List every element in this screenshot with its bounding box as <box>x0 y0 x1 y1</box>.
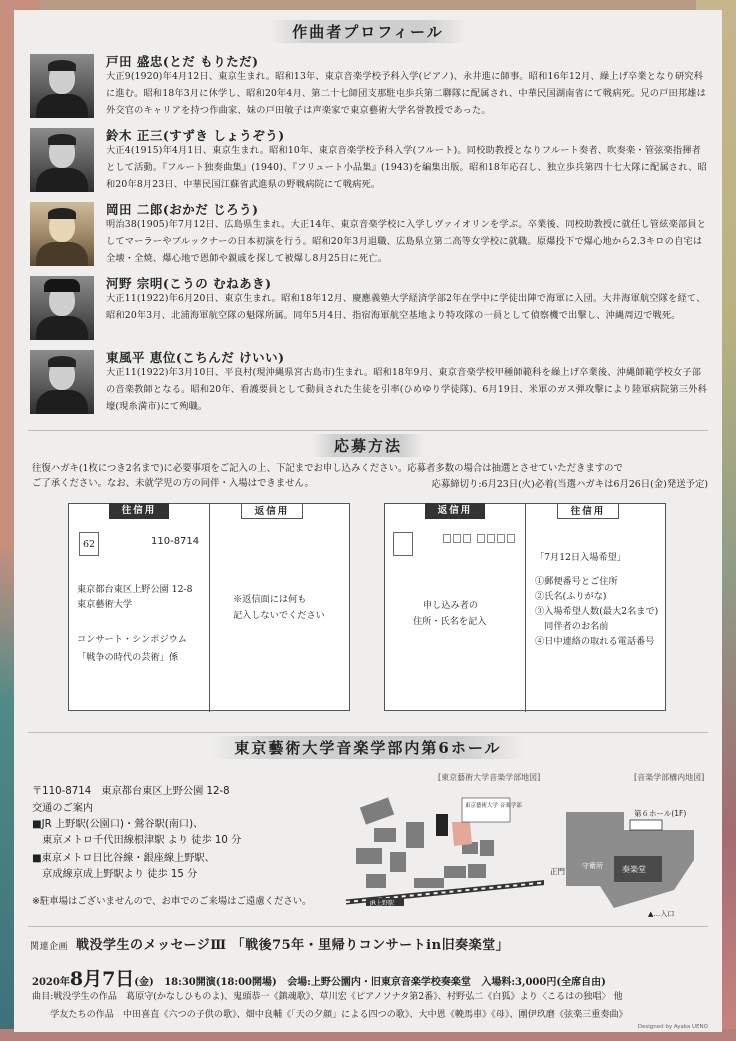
campus-area-map <box>344 782 550 922</box>
access-line: 東京メトロ千代田線根津駅 より 徒歩 10 分 <box>32 835 242 846</box>
required-item: ④日中連絡の取れる電話番号 <box>535 636 655 647</box>
related-event-title: 関連企画 戦没学生のメッセージⅢ 「戦後75年・里帰りコンサートin旧奏楽堂」 <box>30 938 510 953</box>
postcard-example-1 <box>68 503 350 711</box>
map2-gate: 正門 <box>550 867 565 876</box>
reply-tag: 返信用 <box>425 503 485 519</box>
map2-label: [音楽学部構内地図] <box>634 773 705 782</box>
section-divider <box>28 732 708 733</box>
composer-profile <box>30 128 710 198</box>
related-event-info: 2020年8月7日(金) 18:30開演(18:00開場) 会場:上野公園内・旧東京音楽学校奏楽堂 入場料:3,000円(全席自由) <box>32 968 606 990</box>
section-divider <box>28 430 708 431</box>
composer-profile <box>30 202 710 272</box>
map2-hall: 第６ホール(1F) <box>634 809 687 818</box>
parking-note: ※駐車場はございませんので、お車でのご来場はご遠慮ください。 <box>32 896 312 907</box>
postcard-example-2 <box>384 503 666 711</box>
composer-photo <box>30 54 94 118</box>
access-line: ■東京メトロ日比谷線・銀座線上野駅、 <box>32 853 215 864</box>
deadline-text: 応募締切り:6月23日(火)必着(当選ハガキは6月26日(金)発送予定) <box>431 479 708 490</box>
composer-name: 河野 宗明(こうの むねあき) <box>106 276 272 291</box>
map2-guard: 守衛所 <box>582 862 603 870</box>
composer-bio: 大正11(1922)年6月20日、東京生まれ。昭和18年12月、慶應義塾大学経済学部2年在学中に学徒出陣で海軍に入団。大井海軍航空隊を経て、昭和20年3月、北浦海軍航空隊の魁隊所属。同年5月4日、指宿海軍航空基地より特攻隊の一員として偵察機で出撃し、沖縄周辺で戦死。 <box>106 293 706 321</box>
reply-instruction: 申し込み者の <box>423 600 479 611</box>
reply-note: 記入しないでください <box>233 610 325 621</box>
flyer-sheet <box>14 10 722 1032</box>
composer-profile <box>30 54 710 124</box>
apply-section-title: 応募方法 <box>14 434 722 457</box>
composer-profile <box>30 350 710 420</box>
required-item: ②氏名(ふりがな) <box>535 591 607 602</box>
department-line: コンサート・シンポジウム <box>77 634 187 645</box>
zip-code: 110-8714 <box>151 536 200 547</box>
access-line: ■JR 上野駅(公園口)・鶯谷駅(南口)、 <box>32 819 204 830</box>
composer-name: 鈴木 正三(すずき しょうぞう) <box>106 128 285 143</box>
access-title: 交通のご案内 <box>32 803 94 814</box>
venue-address: 〒110-8714 東京都台東区上野公園 12-8 <box>32 786 230 797</box>
apply-instructions: 往復ハガキ(1枚につき2名まで)に必要事項をご記入の上、下記までお申し込みください。応募者多数の場合は抽選とさせていただきますので ご了承ください。なお、未就学児の方の同伴・入場はできません。 <box>32 463 623 489</box>
map2-hall2: 奏楽堂 <box>622 865 646 874</box>
outgoing-tag: 往信用 <box>109 503 169 519</box>
map1-label: [東京藝術大学音楽学部地図] <box>438 773 541 782</box>
access-line: 京成線京成上野駅より 徒歩 15 分 <box>32 869 198 880</box>
composer-name: 東風平 恵位(こちんだ けいい) <box>106 350 285 365</box>
composer-bio: 明治38(1905)年7月12日、広島県生まれ。大正14年、東京音楽学校に入学しヴァイオリンを学ぶ。卒業後、同校助教授に就任し管絃楽部員としてマーラーやブルックナーの日本初演を行う。昭和20年3月退職、広島県立第二高等女学校に就職。原爆投下で爆心地から2.3キロの自宅は全壊・全焼、爆心地で恩師や親戚を探して被爆し8月25日に死亡。 <box>106 219 707 264</box>
date-request: 「7月12日入場希望」 <box>535 552 627 563</box>
station-label: JR上野駅 <box>370 900 394 907</box>
venue-section-title: 東京藝術大学音楽学部内第6ホール <box>14 736 722 759</box>
campus-building-map <box>544 790 710 918</box>
composer-photo <box>30 350 94 414</box>
stamp-box <box>393 532 413 556</box>
required-item: ①郵便番号とご住所 <box>535 576 618 587</box>
composer-photo <box>30 276 94 340</box>
address-line: 東京藝術大学 <box>77 599 133 610</box>
composer-profile <box>30 276 710 346</box>
composer-photo <box>30 128 94 192</box>
section-divider <box>28 926 708 927</box>
outgoing-tag: 往信用 <box>557 503 619 519</box>
reply-instruction: 住所・氏名を記入 <box>413 616 487 627</box>
composer-bio: 大正9(1920)年4月12日、東京生まれ。昭和13年、東京音楽学校予科入学(ピアノ)、永井進に師事。昭和16年12月、繰上げ卒業となり研究科に進む。昭和18年3月に休学し、昭和20年4月、第二十七師団支那駐屯歩兵第二聯隊に配属され、中華民国湖南省にて戦病死。兄の戸田邦雄は外交官のキャリアを持つ作曲家、妹の戸田敏子は声楽家で東京藝術大学名誉教授であった。 <box>106 71 707 116</box>
profile-section-title: 作曲者プロフィール <box>14 20 722 43</box>
department-title: 「戦争の時代の芸術」係 <box>77 652 179 663</box>
map2-entrance: ▲…入口 <box>648 910 675 918</box>
composer-bio: 大正4(1915)年4月1日、東京生まれ。昭和10年、東京音楽学校予科入学(フルート)。同校助教授となりフルート奏者、吹奏楽・管弦楽指揮者として活動。『フルート独奏曲集』(1940)、『フリュート小品集』(1943)を編集出版。昭和18年応召し、独立歩兵第四十七大隊に配属され、昭和20年8月23日、中華民国江蘇省武進県の野戦病院にて戦病死。 <box>106 145 708 190</box>
stamp-box: 62 <box>79 532 99 556</box>
composer-bio: 大正11(1922)年3月10日、平良村(現沖縄県宮古島市)生まれ。昭和18年9月、東京音楽学校甲種師範科を繰上げ卒業後、沖縄師範学校女子部の音楽教師となる。昭和20年、看護要員として動員された生徒を引率(ひめゆり学徒隊)、6月19日、米軍のガス弾攻撃により陸軍病院第三外科壕(現糸満市)にて殉職。 <box>106 367 708 412</box>
program-line: 曲目:戦没学生の作品 葛原守(かなしひものよ)、鬼頭恭一《鎮魂歌》、草川宏《ピアノソナタ第2番》、村野弘二《白狐》より〈こるはの独唱〉 他 <box>32 992 623 1002</box>
composer-name: 岡田 二郎(おかだ じろう) <box>106 202 259 217</box>
map1-venue-label: 東京藝術大学 音楽学部 <box>465 803 522 809</box>
required-item: ③入場希望人数(最大2名まで) <box>535 606 659 617</box>
required-item: 同伴者のお名前 <box>535 621 609 632</box>
designer-credit: Designed by Ayaka UENO <box>637 1024 708 1030</box>
composer-photo <box>30 202 94 266</box>
composer-name: 戸田 盛忠(とだ もりただ) <box>106 54 259 69</box>
reply-tag: 返信用 <box>241 503 303 519</box>
reply-note: ※返信面には何も <box>233 594 307 605</box>
program-line: 学友たちの作品 中田喜直《六つの子供の歌》、畑中良輔《「天の夕顔」による四つの歌》、大中恩《輓馬車》《母》、團伊玖磨《弦楽三重奏曲》 <box>32 1010 628 1020</box>
address-line: 東京都台東区上野公園 12-8 <box>77 584 193 595</box>
